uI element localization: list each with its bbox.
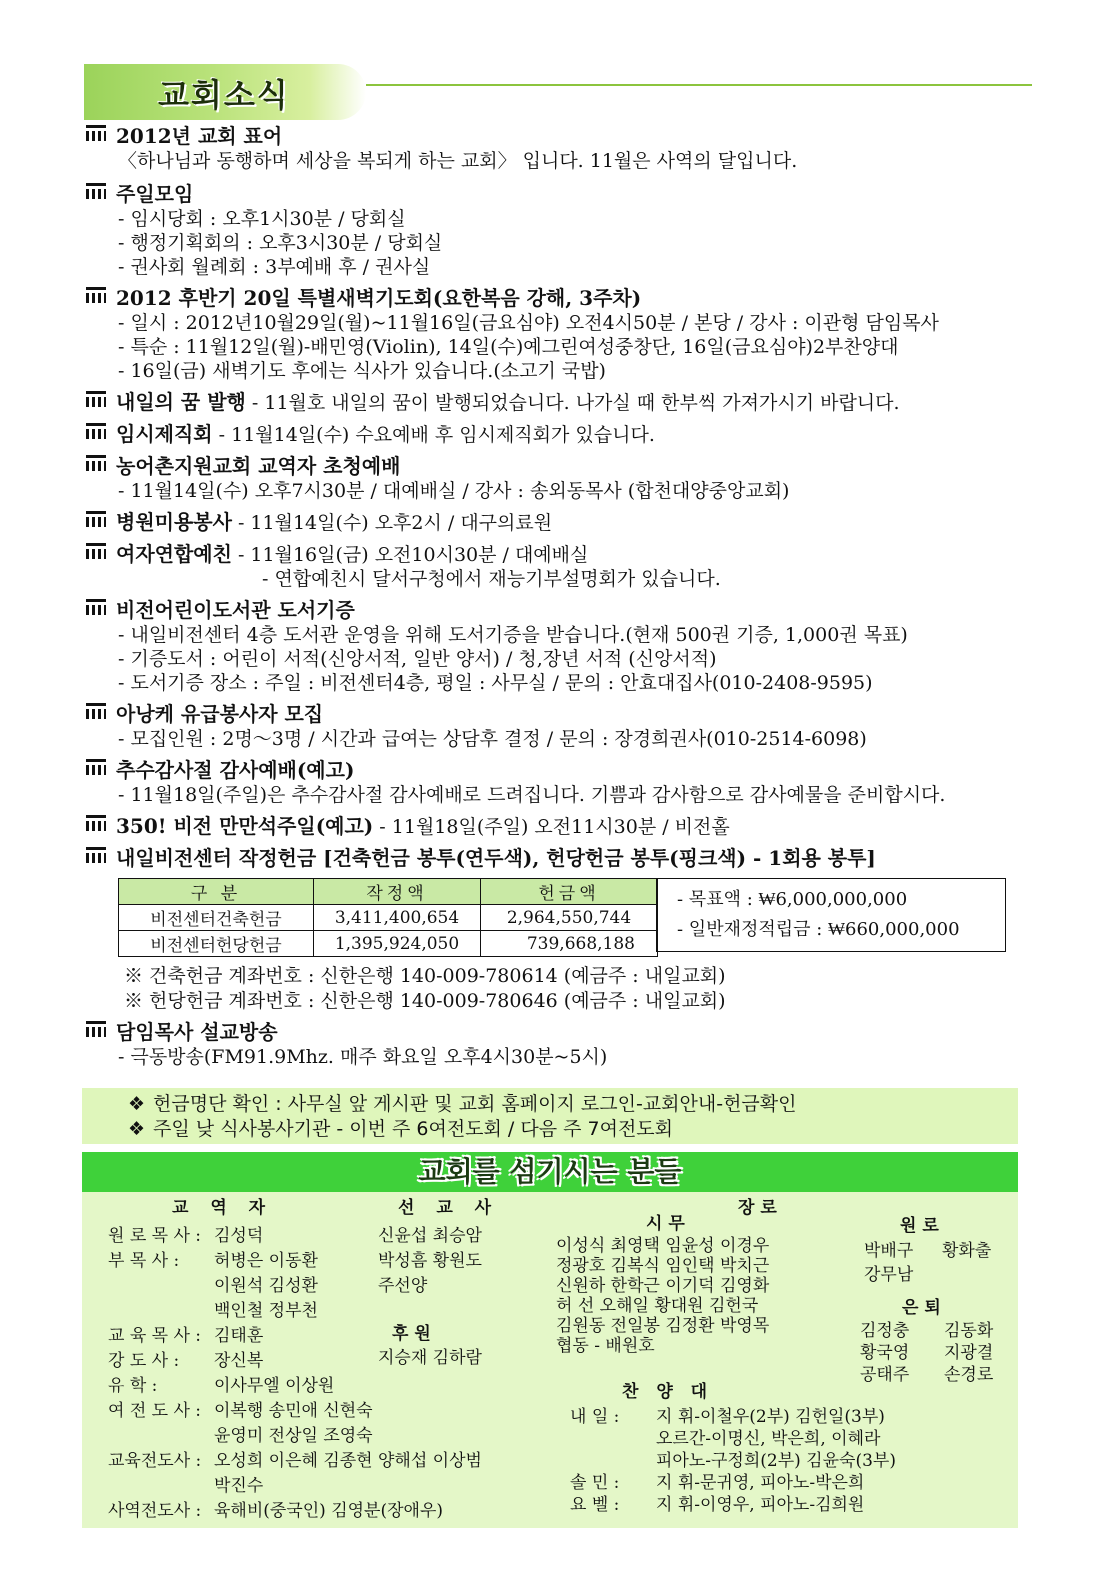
section-text: - 11월호 내일의 꿈이 발행되었습니다. 나가실 때 한부씩 가져가시기 바랍니다.	[245, 392, 900, 414]
section-line: - 도서기증 장소 : 주일 : 비전센터4층, 평일 : 사무실 / 문의 : 안효대집사(010-2408-9595)	[118, 672, 873, 694]
role-label: 여 전 도 사 :	[108, 1401, 202, 1421]
choir-text: 지 휘-이철우(2부) 김헌일(3부)	[656, 1407, 885, 1427]
retired-name: 공태주	[860, 1365, 910, 1385]
retired-name: 황국영	[860, 1343, 910, 1363]
section-title: 담임목사 설교방송	[116, 1020, 278, 1044]
elder-names: 협동 - 배원호	[556, 1336, 655, 1356]
notice-meal-service: 주일 낮 식사봉사기관 - 이번 주 6여전도회 / 다음 주 7여전도회	[153, 1118, 674, 1140]
role-label: 유 학 :	[108, 1376, 158, 1396]
choir-text: 지 휘-이영우, 피아노-김희원	[656, 1495, 865, 1515]
role-label: 교 육 목 사 :	[108, 1326, 202, 1346]
bullet-icon	[86, 1021, 106, 1040]
section-vision-sunday	[86, 814, 1036, 839]
bullet-icon	[86, 543, 106, 562]
choir-text: 오르간-이명신, 박은희, 이혜라	[656, 1429, 881, 1449]
role-names: 이사무엘 이상원	[214, 1376, 335, 1396]
section-text: - 11월14일(수) 수요예배 후 임시제직회가 있습니다.	[212, 424, 655, 446]
account-building: ※ 건축헌금 계좌번호 : 신한은행 140-009-780614 (예금주 : 내일교회)	[124, 965, 726, 987]
elder-names: 신원하 한학근 이기덕 김영화	[556, 1276, 770, 1296]
table-row	[119, 931, 658, 957]
section-text: - 11월16일(금) 오전10시30분 / 대예배실	[231, 544, 589, 566]
pastors-heading: 교 역 자	[172, 1198, 274, 1218]
bullet-icon	[86, 511, 106, 530]
section-hospital-service	[86, 510, 1036, 535]
table-cell: 비전센터건축헌금	[119, 905, 314, 931]
role-names: 이복행 송민애 신현숙	[214, 1401, 373, 1421]
section-line: - 연합예친시 달서구청에서 재능기부설명회가 있습니다.	[262, 568, 721, 590]
table-header-row	[119, 879, 658, 905]
bullet-icon	[86, 125, 106, 144]
bullet-icon	[86, 703, 106, 722]
sponsor-names: 지승재 김하람	[378, 1348, 482, 1368]
role-label: 강 도 사 :	[108, 1351, 180, 1371]
section-title: 2012년 교회 표어	[116, 124, 283, 148]
section-line: - 임시당회 : 오후1시30분 / 당회실	[118, 208, 406, 230]
bullet-icon	[86, 287, 106, 306]
elder-names: 정광호 김복식 임인택 박치근	[556, 1256, 770, 1276]
account-info	[124, 964, 726, 1014]
emeritus-name: 황화출	[942, 1241, 992, 1261]
section-title: 아낭케 유급봉사자 모집	[116, 702, 324, 726]
missionaries-heading: 선 교 사	[398, 1198, 500, 1218]
choir-label: 솔 민 :	[570, 1473, 620, 1493]
retired-name: 손경로	[944, 1365, 994, 1385]
section-library-donation	[86, 598, 1036, 695]
table-header-cell: 헌금액	[481, 879, 658, 905]
section-motto	[86, 124, 1036, 173]
bullet-icon	[86, 815, 106, 834]
section-line: - 16일(금) 새벽기도 후에는 식사가 있습니다.(소고기 국밥)	[118, 360, 606, 382]
missionary-names: 박성흠 황원도	[378, 1251, 482, 1271]
choir-text: 피아노-구정희(2부) 김윤숙(3부)	[656, 1451, 896, 1471]
retired-name: 지광결	[944, 1343, 994, 1363]
fund-goal: - 목표액 : ₩6,000,000,000	[677, 889, 908, 910]
section-building-fund	[86, 846, 1036, 871]
table-cell: 739,668,188	[481, 931, 658, 957]
section-line: - 모집인원 : 2명～3명 / 시간과 급여는 상담후 결정 / 문의 : 장경희권사(010-2514-6098)	[118, 728, 867, 750]
section-title: 주일모임	[116, 182, 194, 206]
table-cell: 2,964,550,744	[481, 905, 658, 931]
role-names: 장신복	[214, 1351, 264, 1371]
section-deacons-meeting	[86, 422, 1036, 447]
account-dedication: ※ 헌당헌금 계좌번호 : 신한은행 140-009-780646 (예금주 : 내일교회)	[124, 990, 726, 1012]
section-text: - 11월18일(주일) 오전11시30분 / 비전홀	[373, 816, 730, 838]
bullet-icon	[86, 847, 106, 866]
section-title: 2012 후반기 20일 특별새벽기도회(요한복음 강해, 3주차)	[116, 286, 642, 310]
sponsors-heading: 후 원	[392, 1324, 431, 1344]
section-line: - 기증도서 : 어린이 서적(신앙서적, 일반 양서) / 청,장년 서적 (신앙서적)	[118, 648, 717, 670]
choir-text: 지 휘-문귀영, 피아노-박은희	[656, 1473, 865, 1493]
section-line: - 일시 : 2012년10월29일(월)~11월16일(금요심야) 오전4시50분 / 본당 / 강사 : 이관형 담임목사	[118, 312, 939, 334]
section-dawn-prayer	[86, 286, 1036, 383]
missionary-names: 주선양	[378, 1276, 428, 1296]
section-line: - 특순 : 11월12일(월)-배민영(Violin), 14일(수)예그린여성중창단, 16일(금요심야)2부찬양대	[118, 336, 899, 358]
choir-label: 내 일 :	[570, 1407, 620, 1427]
elder-names: 허 선 오해일 황대원 김헌국	[556, 1296, 759, 1316]
role-names: 김태훈	[214, 1326, 264, 1346]
notice-offering: 헌금명단 확인 : 사무실 앞 게시판 및 교회 홈페이지 로그인-교회안내-헌금확인	[153, 1093, 797, 1115]
role-names: 육해비(중국인) 김영분(장애우)	[214, 1501, 443, 1521]
bullet-icon	[86, 455, 106, 474]
section-rural-churches	[86, 454, 1036, 503]
emeritus-heading: 원 로	[900, 1216, 939, 1236]
bullet-icon	[86, 391, 106, 410]
table-cell: 1,395,924,050	[314, 931, 481, 957]
fund-table	[118, 878, 658, 957]
section-title: 농어촌지원교회 교역자 초청예배	[116, 454, 401, 478]
fund-general-reserve: - 일반재정적립금 : ₩660,000,000	[677, 919, 960, 940]
section-title: 여자연합예친	[116, 542, 232, 566]
retired-heading: 은 퇴	[902, 1298, 941, 1318]
section-text: - 11월14일(수) 오후2시 / 대구의료원	[231, 512, 553, 534]
bullet-icon	[86, 759, 106, 778]
table-row	[119, 905, 658, 931]
role-label: 사역전도사 :	[108, 1501, 202, 1521]
bullet-icon	[86, 183, 106, 202]
section-title: 임시제직회	[116, 422, 213, 446]
section-title: 병원미용봉사	[116, 510, 232, 534]
section-line: 〈하나님과 동행하며 세상을 복되게 하는 교회〉 입니다. 11월은 사역의 달입니다.	[118, 150, 798, 172]
section-title: 350! 비전 만만석주일(예고)	[116, 814, 374, 838]
section-volunteer-recruit	[86, 702, 1036, 751]
bullet-icon	[86, 599, 106, 618]
servants-title: 교회를 섬기시는 분들	[418, 1155, 682, 1188]
elder-names: 이성식 최영택 임윤성 이경우	[556, 1236, 770, 1256]
table-header-cell: 구 분	[119, 879, 314, 905]
role-names: 허병은 이동환	[214, 1251, 318, 1271]
section-title: 내일의 꿈 발행	[116, 390, 246, 414]
section-women-union	[86, 542, 1036, 591]
role-label: 부 목 사 :	[108, 1251, 180, 1271]
section-line: - 권사회 월례회 : 3부예배 후 / 권사실	[118, 256, 431, 278]
table-cell: 3,411,400,654	[314, 905, 481, 931]
missionary-names: 신윤섭 최승암	[378, 1226, 482, 1246]
section-line: - 11월14일(수) 오후7시30분 / 대예배실 / 강사 : 송외동목사 (합천대양중앙교회)	[118, 480, 790, 502]
section-newsletter	[86, 390, 1036, 415]
section-thanksgiving	[86, 758, 1036, 807]
table-cell: 비전센터헌당헌금	[119, 931, 314, 957]
section-line: - 11월18일(주일)은 추수감사절 감사예배로 드려집니다. 기쁨과 감사함으로 감사예물을 준비합시다.	[118, 784, 946, 806]
role-names: 윤영미 전상일 조영숙	[214, 1426, 373, 1446]
section-line: - 극동방송(FM91.9Mhz. 매주 화요일 오후4시30분~5시)	[118, 1046, 608, 1068]
elders-heading: 장 로	[738, 1198, 777, 1218]
header-divider	[366, 84, 1032, 86]
role-label: 원 로 목 사 :	[108, 1226, 202, 1246]
emeritus-name: 강무남	[864, 1265, 914, 1285]
section-sunday-meetings	[86, 182, 1036, 279]
choir-label: 요 벨 :	[570, 1495, 620, 1515]
retired-name: 김정충	[860, 1321, 910, 1341]
active-elders-heading: 시 무	[646, 1214, 685, 1234]
choir-heading: 찬 양 대	[622, 1382, 714, 1402]
diamond-icon: ❖	[128, 1118, 146, 1140]
retired-name: 김동화	[944, 1321, 994, 1341]
section-line: - 내일비전센터 4층 도서관 운영을 위해 도서기증을 받습니다.(현재 500권 기증, 1,000권 목표)	[118, 624, 908, 646]
role-names: 박진수	[214, 1476, 264, 1496]
page-title: 교회소식	[158, 76, 290, 114]
role-names: 이원석 김성환	[214, 1276, 318, 1296]
diamond-icon: ❖	[128, 1093, 146, 1115]
section-title: 비전어린이도서관 도서기증	[116, 598, 355, 622]
role-label: 교육전도사 :	[108, 1451, 202, 1471]
role-names: 김성덕	[214, 1226, 264, 1246]
section-title: 추수감사절 감사예배(예고)	[116, 758, 355, 782]
role-names: 오성희 이은혜 김종현 양해섭 이상범	[214, 1451, 482, 1471]
elder-names: 김원동 전일봉 김정환 박영목	[556, 1316, 770, 1336]
role-names: 백인철 정부천	[214, 1301, 318, 1321]
fund-goal-box	[656, 878, 1006, 952]
emeritus-name: 박배구	[864, 1241, 914, 1261]
section-sermon-broadcast	[86, 1020, 1036, 1069]
section-title: 내일비전센터 작정헌금 [건축헌금 봉투(연두색), 헌당헌금 봉투(핑크색) - 1회용 봉투]	[116, 846, 876, 870]
section-line: - 행정기획회의 : 오후3시30분 / 당회실	[118, 232, 443, 254]
notice-box	[82, 1088, 1018, 1144]
bullet-icon	[86, 423, 106, 442]
table-header-cell: 작정액	[314, 879, 481, 905]
